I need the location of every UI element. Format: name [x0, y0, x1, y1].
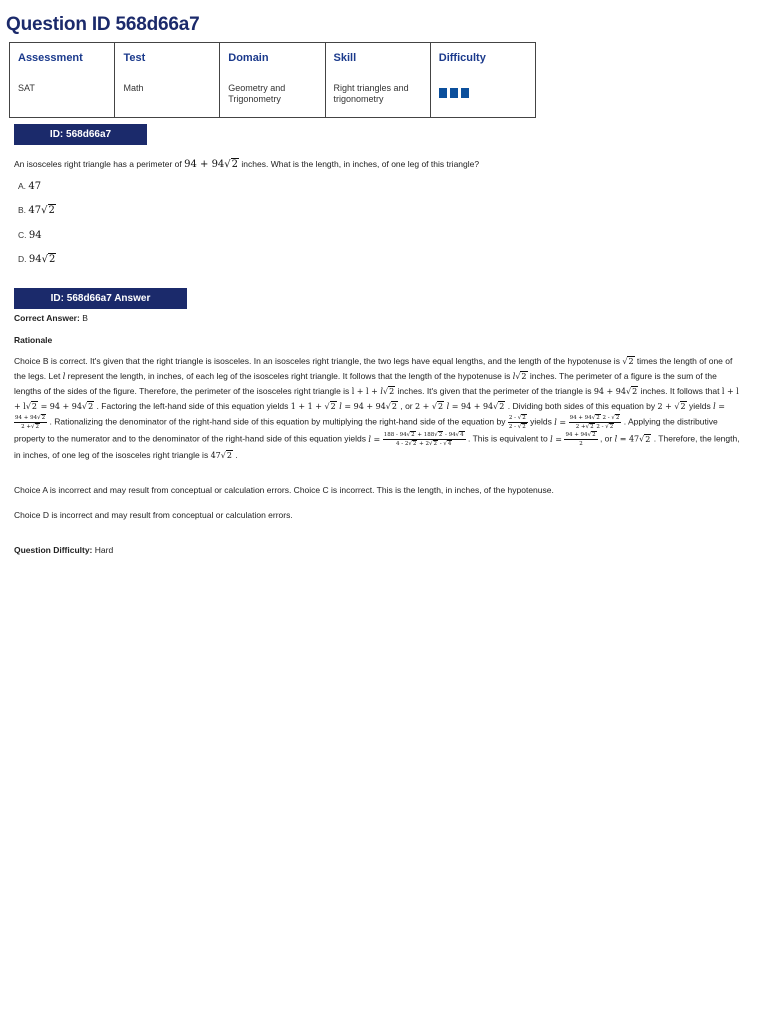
math-expr: 1 + 1 +	[290, 402, 322, 411]
choice-d	[18, 254, 56, 265]
difficulty-bars-icon	[439, 88, 535, 98]
radicand: 2	[389, 387, 395, 396]
math-product-fraction	[554, 415, 621, 430]
question-perimeter: 94 + 94√2	[184, 159, 239, 170]
fraction-denominator: 2 +√2	[21, 424, 39, 430]
math-sqrt2: √2	[622, 357, 634, 366]
choice-letter: C.	[18, 230, 27, 240]
choice-radicand: 2	[48, 205, 55, 216]
math-expr: = 94 + 94	[40, 402, 82, 411]
rationale-text: represent the length, in inches, of each leg of the isosceles right triangle. It follows that the length of the hypotenuse is	[67, 371, 511, 381]
math-expr: l + l + l	[14, 387, 739, 411]
math-factored: 1 + 1 + √2 l = 94 + 94√2	[290, 402, 397, 411]
math-expr: + 2	[417, 441, 429, 447]
meta-header-skill: Skill	[325, 43, 430, 81]
fraction-numerator: 94 + 94√2	[565, 432, 596, 438]
fraction-denominator: 2 - √2	[508, 424, 526, 430]
radicand: 2	[330, 402, 336, 411]
radicand: 2	[521, 372, 527, 381]
radicand: 2	[438, 402, 444, 411]
math-l: l	[339, 402, 342, 411]
radicand: 2	[680, 402, 686, 411]
math-l: l	[380, 387, 383, 396]
math-expr: 94 + 94	[565, 432, 588, 438]
choice-letter: B.	[18, 205, 27, 215]
math-l: l	[446, 402, 450, 411]
radicand: 2	[226, 451, 232, 460]
math-divisor: 2 + √2	[657, 402, 686, 411]
rationale-text: . Factoring the left-hand side of this equation yields	[96, 401, 289, 411]
radicand: 2	[31, 402, 38, 411]
radicand: 2	[615, 415, 620, 421]
math-rhs: 94 + 94√2	[593, 387, 638, 396]
choice-a-explanation: Choice A is incorrect and may result from conceptual or calculation errors. Choice C is incorrect. This is the length, in inches, of the hypotenuse.	[14, 485, 554, 495]
radicand: 2	[433, 441, 438, 447]
fraction-numerator: 2 - √2	[508, 415, 526, 421]
math-expr: = 94 + 94	[344, 402, 386, 411]
choice-coefficient: 94	[28, 254, 42, 265]
radicand: 2	[391, 402, 397, 411]
math-expr: 2 -	[596, 424, 606, 430]
question-text	[14, 159, 479, 170]
meta-header-assessment: Assessment	[10, 43, 115, 81]
rationale-text: yields	[530, 416, 552, 427]
answer-id-banner: ID: 568d66a7 Answer	[14, 288, 187, 309]
fraction-numerator: 94 + 94√2	[15, 415, 46, 421]
meta-value-domain: Geometry and Trigonometry	[220, 80, 325, 118]
question-difficulty-line	[14, 545, 113, 555]
meta-value-assessment: SAT	[10, 80, 115, 118]
math-answer: 47√2	[210, 451, 232, 460]
fraction-numerator: 94 + 94√2 2 - √2	[569, 415, 620, 421]
choice-value: 47	[28, 181, 42, 192]
rationale-paragraph	[14, 354, 744, 463]
math-final: l = 47√2	[614, 434, 651, 444]
radicand: 2	[596, 415, 600, 421]
rationale-text: . Applying the distributive property to the numerator and to the denominator of the right-hand side of this equation yields	[14, 416, 718, 444]
choice-value: 94	[28, 230, 42, 241]
math-expr: 188 - 94	[383, 432, 407, 438]
difficulty-bar	[461, 88, 469, 98]
radicand: 4	[447, 441, 452, 447]
math-expr: l =	[614, 434, 627, 444]
rationale-text: inches. The perimeter of a figure is the sum of the lengths of the sides of the figure. Therefore, the perimeter of the isosceles right triangle is	[14, 371, 717, 396]
fraction	[564, 431, 597, 448]
choice-c	[18, 230, 42, 241]
math-expr: 2 +	[415, 402, 430, 411]
choice-a	[18, 181, 41, 192]
rationale-text: . Therefore, the length, in inches, of one leg of the isosceles right triangle is	[14, 433, 740, 460]
radicand: 2	[609, 424, 614, 430]
rationale-text: . Rationalizing the denominator of the right-hand side of this equation by multiplying the right-hand side of the equation by	[49, 416, 506, 427]
meta-header-row	[10, 43, 536, 81]
rationale-text: . This is equivalent to	[468, 433, 548, 444]
correct-answer-line	[14, 313, 88, 323]
math-l: l	[512, 372, 516, 381]
choice-radicand: 2	[48, 254, 56, 265]
fraction	[14, 414, 47, 431]
rationale-text: inches. It follows that	[640, 386, 720, 396]
fraction-numerator: 188 - 94√2 + 188√2 - 94√4	[383, 432, 464, 438]
math-expr: l =	[368, 434, 381, 444]
correct-answer-value: B	[82, 313, 88, 323]
page-title: Question ID 568d66a7	[6, 14, 200, 35]
radicand: 2	[628, 357, 634, 366]
fraction-denominator: 2	[579, 441, 583, 447]
fraction	[569, 414, 622, 431]
difficulty-label: Question Difficulty:	[14, 545, 93, 555]
meta-value-test: Math	[115, 80, 220, 118]
perimeter-coefficient: 94 + 94	[184, 159, 225, 170]
choice-coefficient: 47	[28, 205, 42, 216]
radicand: 2	[88, 402, 94, 411]
math-perimeter-sum: l + l + l√2	[351, 387, 395, 396]
radicand: 4	[460, 432, 464, 438]
math-expr: 4 - 2	[396, 441, 409, 447]
math-expr: -	[438, 441, 444, 447]
math-expr: 2 -	[602, 415, 612, 421]
radicand: 2	[412, 441, 417, 447]
choice-value: 47√2	[28, 205, 55, 216]
radicand: 2	[499, 402, 505, 411]
question-id-banner: ID: 568d66a7	[14, 124, 147, 145]
rationale-text: times the length of one of the legs. Let	[14, 356, 733, 381]
meta-header-test: Test	[115, 43, 220, 81]
choice-d-explanation: Choice D is incorrect and may result from conceptual or calculation errors.	[14, 510, 293, 520]
math-expanded-fraction	[368, 432, 465, 447]
meta-value-difficulty	[430, 80, 535, 118]
fraction	[383, 431, 466, 448]
radicand: 2	[590, 424, 594, 430]
math-expr: 2 +	[21, 424, 31, 430]
radicand: 2	[438, 432, 443, 438]
math-l: l	[62, 372, 66, 381]
rationale-text: Choice B is correct. It's given that the right triangle is isosceles. In an isosceles right triangle, the two legs have equal lengths, and the length of the hypotenuse is	[14, 356, 620, 366]
radicand: 2	[41, 415, 46, 421]
math-expr: l =	[713, 402, 725, 411]
math-expr: 2 -	[508, 424, 518, 430]
rationale-text: , or	[599, 433, 613, 444]
math-expr: 2 -	[508, 415, 518, 421]
difficulty-value: Hard	[94, 545, 114, 555]
meta-value-skill: Right triangles and trigonometry	[325, 80, 430, 118]
radicand: 2	[522, 424, 526, 430]
radicand: 2	[35, 424, 39, 430]
rationale-text: , or	[400, 401, 413, 411]
radicand: 2	[522, 415, 526, 421]
difficulty-bar	[439, 88, 447, 98]
math-expr: l =	[550, 434, 562, 444]
meta-value-row	[10, 80, 536, 118]
math-simplified-fraction	[550, 432, 597, 447]
radicand: 2	[632, 387, 638, 396]
math-factored-b: 2 + √2 l = 94 + 94√2	[415, 402, 505, 411]
math-expr: l =	[554, 417, 567, 427]
fraction-denominator: 4 - 2√2 + 2√2 - √4	[396, 441, 452, 447]
math-expr: 47	[210, 451, 221, 460]
meta-header-difficulty: Difficulty	[430, 43, 535, 81]
rationale-text: .	[235, 450, 238, 460]
math-l-sqrt2: l√2	[512, 372, 527, 381]
math-expr: - 94	[443, 432, 456, 438]
math-expr: 2 +	[657, 402, 672, 411]
rationale-text: . Dividing both sides of this equation by	[507, 401, 656, 411]
question-text-after: inches. What is the length, in inches, of one leg of this triangle?	[241, 159, 480, 169]
math-expr: 2 +	[575, 424, 586, 430]
math-expr: 94 + 94	[15, 415, 38, 421]
question-meta-table	[9, 42, 536, 118]
choice-letter: D.	[18, 254, 27, 264]
math-expr: 94 + 94	[569, 415, 592, 421]
perimeter-radicand: 2	[231, 159, 239, 170]
correct-answer-label: Correct Answer:	[14, 313, 80, 323]
math-expr: l + l +	[351, 387, 378, 396]
math-equation: l + l + l√2 = 94 + 94√2	[14, 387, 739, 411]
math-expr: 47	[628, 434, 640, 444]
choice-b	[18, 205, 56, 216]
radicand: 2	[411, 432, 415, 438]
choice-value: 94√2	[28, 254, 56, 265]
difficulty-bar	[450, 88, 458, 98]
math-expr: + 188	[415, 432, 435, 438]
meta-header-domain: Domain	[220, 43, 325, 81]
math-expr: 94 + 94	[593, 387, 626, 396]
radicand: 2	[592, 432, 596, 438]
rationale-heading: Rationale	[14, 335, 53, 345]
math-conjugate-fraction	[508, 415, 528, 430]
rationale-text: inches. It's given that the perimeter of the triangle is	[397, 386, 592, 396]
question-text-before: An isosceles right triangle has a perimeter of	[14, 159, 182, 169]
fraction	[508, 414, 528, 431]
fraction-denominator: 2 +√2 2 - √2	[575, 424, 614, 430]
radicand: 2	[645, 434, 651, 444]
rationale-text: yields	[688, 401, 711, 411]
choice-letter: A.	[18, 181, 27, 191]
math-expr: = 94 + 94	[451, 402, 494, 411]
